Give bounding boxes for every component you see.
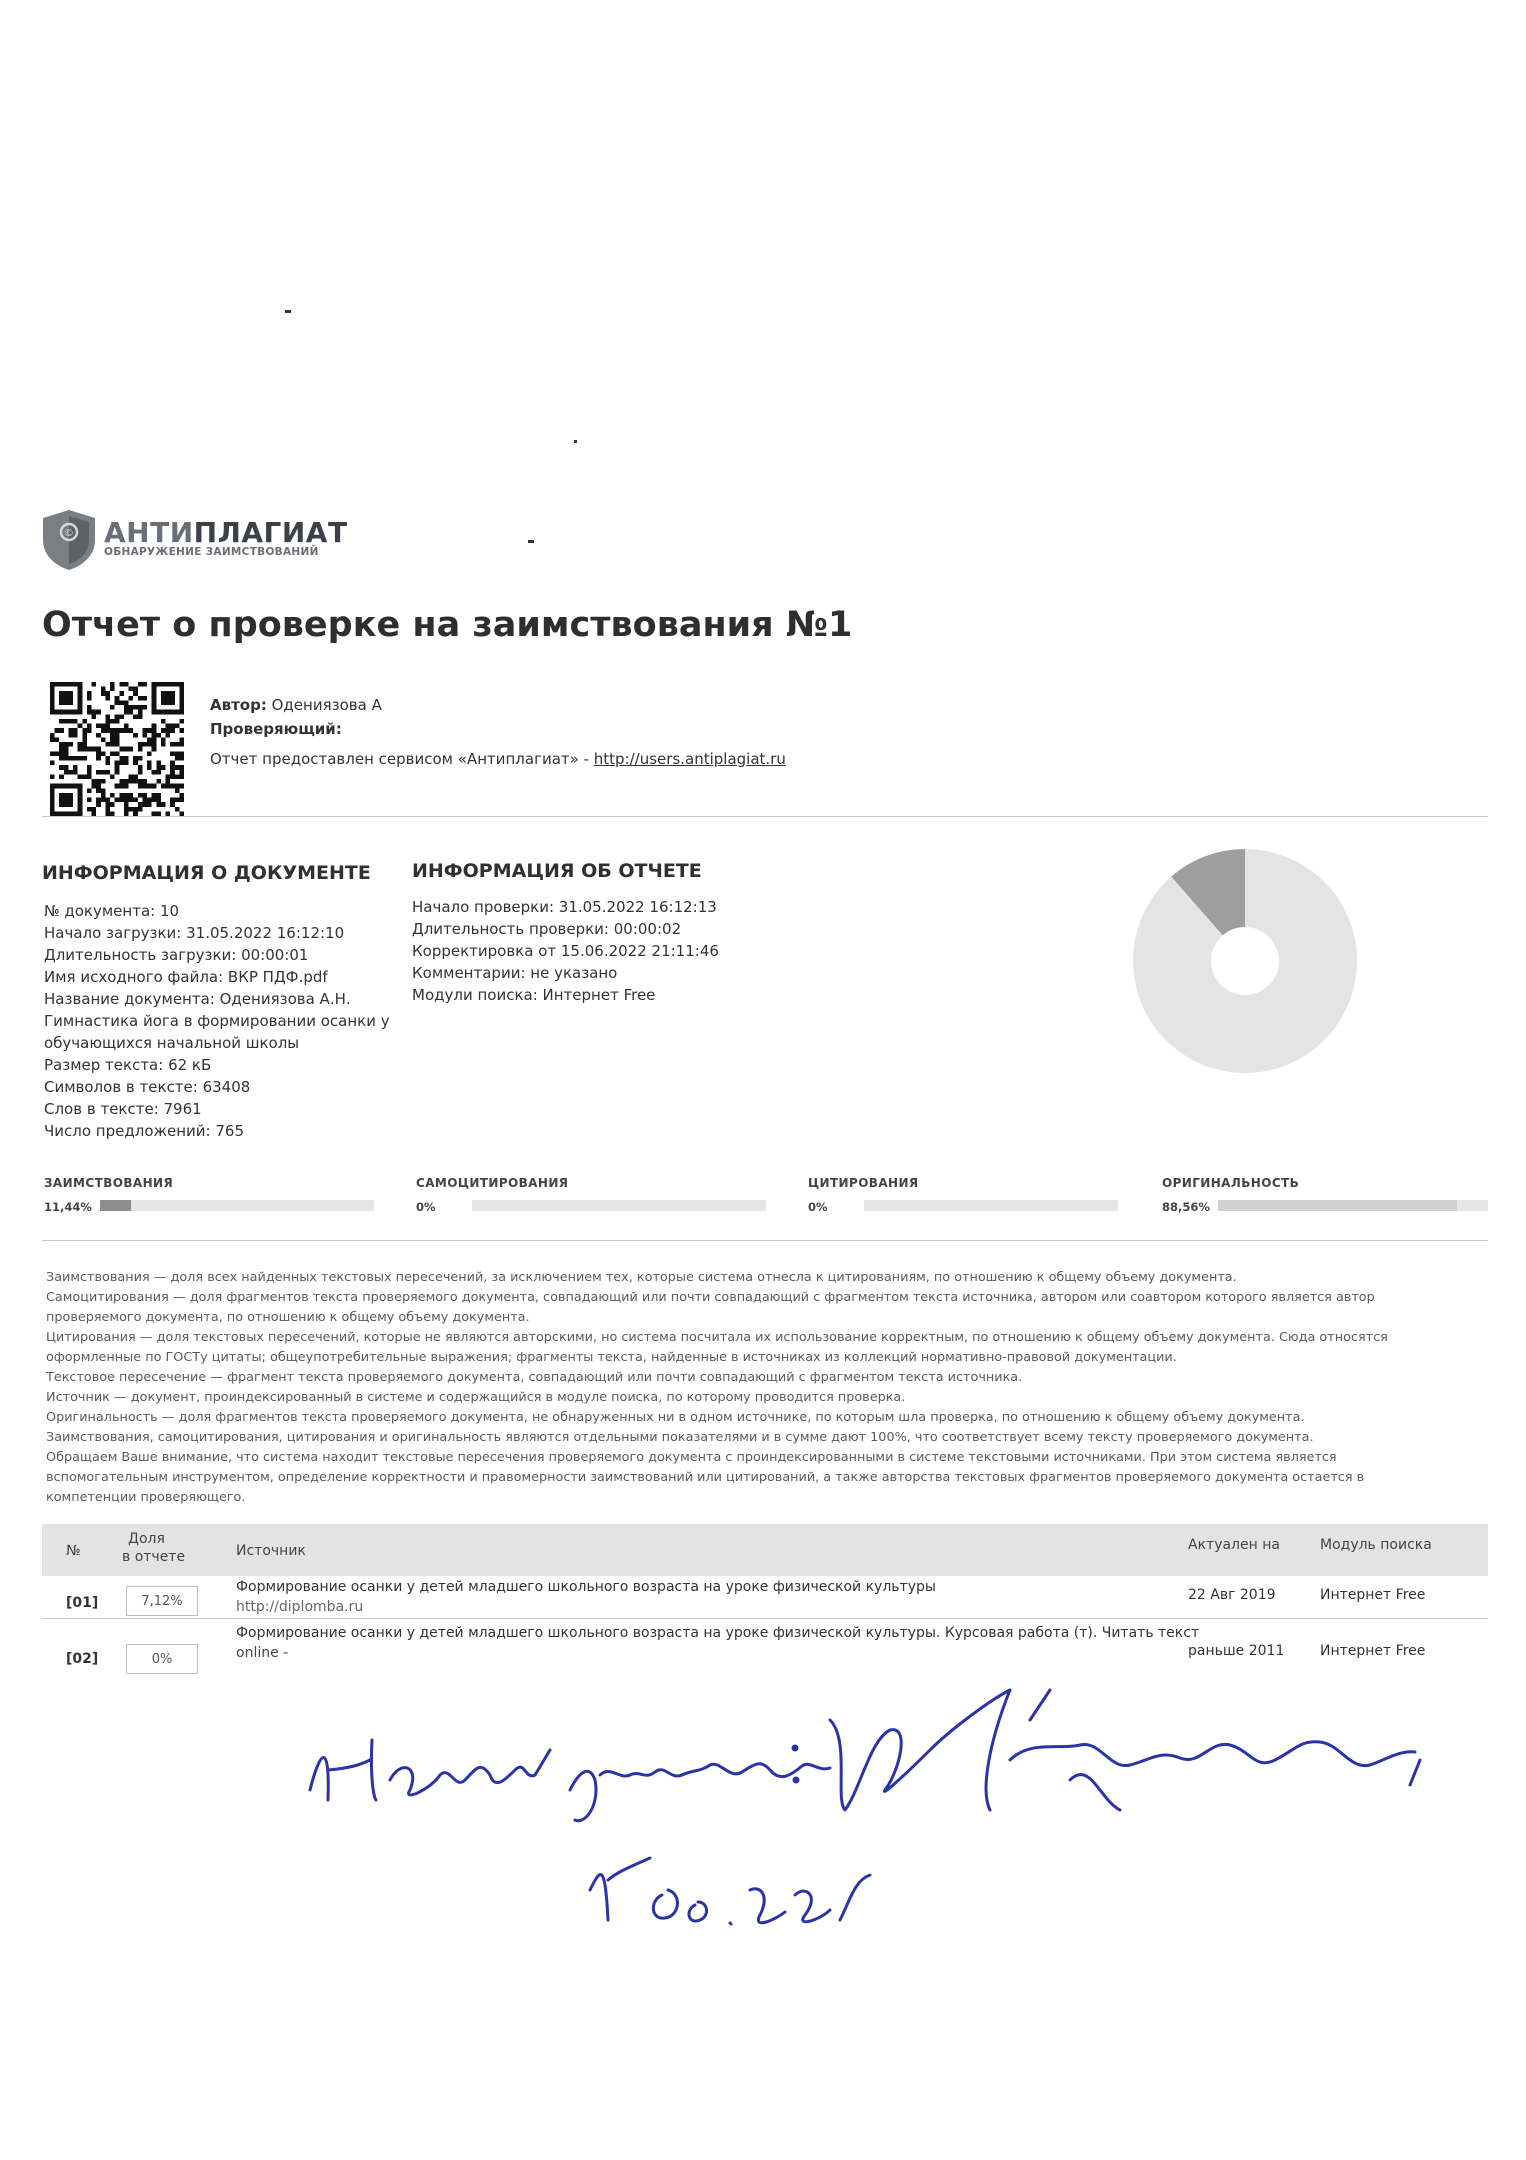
shield-logo-icon	[40, 508, 98, 572]
provided-by-row	[210, 750, 786, 768]
row-num: [01]	[66, 1595, 99, 1611]
info-line: Модули поиска: Интернет Free	[412, 986, 656, 1004]
divider	[42, 816, 1488, 817]
col-share-header-line1: Доля	[128, 1531, 165, 1547]
col-module-header: Модуль поиска	[1320, 1537, 1432, 1553]
stat-bar-track	[472, 1200, 766, 1211]
info-line: Имя исходного файла: ВКР ПДФ.pdf	[44, 968, 328, 986]
divider	[42, 1240, 1488, 1241]
row-source-url[interactable]: online -	[236, 1645, 289, 1661]
brand-name	[104, 516, 348, 549]
col-num-header: №	[66, 1543, 81, 1559]
provided-by-text: Отчет предоставлен сервисом «Антиплагиат» -	[210, 750, 594, 768]
stat-value: 0%	[808, 1200, 828, 1214]
stat-value: 0%	[416, 1200, 436, 1214]
info-line: Длительность проверки: 00:00:02	[412, 920, 682, 938]
doc-info-heading: ИНФОРМАЦИЯ О ДОКУМЕНТЕ	[42, 862, 371, 884]
row-module: Интернет Free	[1320, 1587, 1426, 1603]
pie-chart	[1110, 848, 1380, 1074]
report-title: Отчет о проверке на заимствования №1	[42, 605, 853, 645]
stat-label: ОРИГИНАЛЬНОСТЬ	[1162, 1176, 1300, 1190]
legend-paragraph: Обращаем Ваше внимание, что система находит текстовые пересечения проверяемого документа с проиндексированными в системе текстовыми источниками. При этом система является вспомогательным инструментом, определение корректности и правомерности заимствований или цитирований, а также авторства текстовых фрагментов проверяемого документа остается в компетенции проверяющего.	[46, 1450, 1365, 1505]
info-line: обучающихся начальной школы	[44, 1034, 300, 1052]
legend-paragraph: Заимствования — доля всех найденных текстовых пересечений, за исключением тех, которые система отнесла к цитированиям, по отношению к общему объему документа.	[46, 1270, 1237, 1285]
info-line: Начало проверки: 31.05.2022 16:12:13	[412, 898, 717, 916]
stat-bar-track	[100, 1200, 374, 1211]
author-row	[210, 696, 382, 714]
row-actual: 22 Авг 2019	[1188, 1587, 1276, 1603]
info-line: Длительность загрузки: 00:00:01	[44, 946, 309, 964]
row-num: [02]	[66, 1651, 99, 1667]
stat-value: 88,56%	[1162, 1200, 1210, 1214]
svg-text:©: ©	[64, 528, 74, 539]
info-line: Гимнастика йога в формировании осанки у	[44, 1012, 390, 1030]
col-actual-header: Актуален на	[1188, 1537, 1280, 1553]
row-source-title[interactable]: Формирование осанки у детей младшего школьного возраста на уроке физической культуры	[236, 1579, 936, 1595]
info-line: Слов в тексте: 7961	[44, 1100, 202, 1118]
pie-slice-3	[1133, 849, 1357, 1073]
row-share: 7,12%	[126, 1586, 198, 1616]
scan-speck	[528, 540, 534, 543]
report-info-list	[412, 896, 719, 1006]
reviewer-row	[210, 720, 342, 738]
info-line: Начало загрузки: 31.05.2022 16:12:10	[44, 924, 345, 942]
legend-paragraph: Заимствования, самоцитирования, цитирования и оригинальность являются отдельными показателями и в сумме дают 100%, что соответствует всему тексту проверяемого документа.	[46, 1430, 1314, 1445]
info-line: Название документа: Одениязова А.Н.	[44, 990, 351, 1008]
row-divider	[42, 1618, 1488, 1619]
row-share: 0%	[126, 1644, 198, 1674]
stat-bar-track	[1218, 1200, 1488, 1211]
stat-label: ЦИТИРОВАНИЯ	[808, 1176, 919, 1190]
legend-text	[46, 1268, 1456, 1508]
legend-paragraph: Цитирования — доля текстовых пересечений, которые не являются авторскими, но система посчитала их использование корректным, по отношению к общему объему документа. Сюда относятся оформленные по ГОСТу цитаты; общеупотребительные выражения; фрагменты текста, найденные в источниках из коллекций нормативно-правовой документации.	[46, 1330, 1388, 1365]
stat-bar-fill	[1218, 1200, 1457, 1211]
stat-label: САМОЦИТИРОВАНИЯ	[416, 1176, 569, 1190]
sources-table-header	[42, 1524, 1488, 1576]
handwritten-signature	[290, 1680, 1490, 1980]
stat-bar-fill	[100, 1200, 131, 1211]
info-line: Число предложений: 765	[44, 1122, 245, 1140]
col-share-header-line2: в отчете	[122, 1549, 186, 1565]
reviewer-label: Проверяющий:	[210, 720, 342, 738]
info-line: № документа: 10	[44, 902, 180, 920]
info-line: Размер текста: 62 кБ	[44, 1056, 212, 1074]
info-line: Символов в тексте: 63408	[44, 1078, 251, 1096]
stat-bar-track	[864, 1200, 1118, 1211]
row-source-title[interactable]: Формирование осанки у детей младшего школьного возраста на уроке физической культуры. Курсовая работа (т). Читать текст	[236, 1625, 1200, 1641]
stat-label: ЗАИМСТВОВАНИЯ	[44, 1176, 174, 1190]
legend-paragraph: Источник — документ, проиндексированный в системе и содержащийся в модуле поиска, по которому проводится проверка.	[46, 1390, 906, 1405]
legend-paragraph: Текстовое пересечение — фрагмент текста проверяемого документа, совпадающий или почти совпадающий с фрагментом текста источника.	[46, 1370, 1023, 1385]
author-value: Одениязова А	[271, 696, 382, 714]
table-row[interactable]	[42, 1578, 1488, 1620]
row-source-url[interactable]: http://diplomba.ru	[236, 1599, 364, 1615]
col-source-header: Источник	[236, 1543, 306, 1559]
brand-tagline: ОБНАРУЖЕНИЕ ЗАИМСТВОВАНИЙ	[104, 546, 319, 558]
row-module: Интернет Free	[1320, 1643, 1426, 1659]
brand-name-part2: ПЛАГИАТ	[193, 516, 348, 549]
row-actual: раньше 2011	[1188, 1643, 1285, 1659]
table-row[interactable]	[42, 1624, 1488, 1676]
report-info-heading: ИНФОРМАЦИЯ ОБ ОТЧЕТЕ	[412, 860, 702, 882]
brand-name-part1: АНТИ	[104, 516, 194, 549]
info-line: Комментарии: не указано	[412, 964, 618, 982]
author-label: Автор:	[210, 696, 267, 714]
info-line: Корректировка от 15.06.2022 21:11:46	[412, 942, 719, 960]
col-share-header	[122, 1530, 202, 1566]
qr-code	[50, 682, 184, 816]
doc-info-list	[44, 900, 390, 1142]
antiplagiat-link[interactable]: http://users.antiplagiat.ru	[593, 750, 786, 768]
scan-speck	[285, 310, 291, 313]
legend-paragraph: Оригинальность — доля фрагментов текста проверяемого документа, не обнаруженных ни в одном источнике, по которым шла проверка, по отношению к общему объему документа.	[46, 1410, 1305, 1425]
stat-value: 11,44%	[44, 1200, 92, 1214]
legend-paragraph: Самоцитирования — доля фрагментов текста проверяемого документа, совпадающий или почти совпадающий с фрагментом текста источника, автором или соавтором которого является автор проверяемого документа, по отношению к общему объему документа.	[46, 1290, 1375, 1325]
scan-speck	[574, 440, 577, 443]
